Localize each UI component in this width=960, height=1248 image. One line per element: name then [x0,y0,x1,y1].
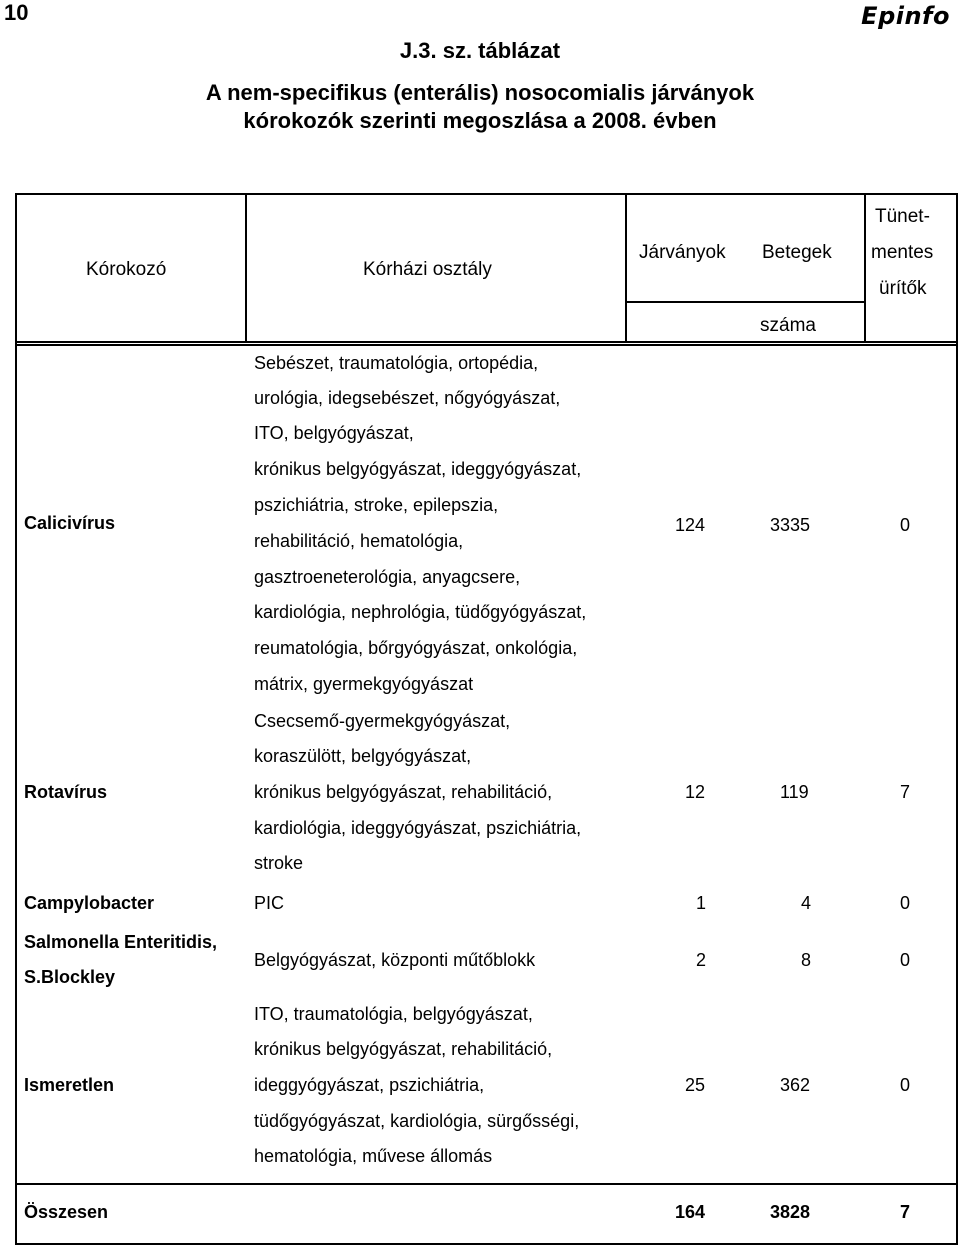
row3-dept-line: PIC [254,893,285,913]
row3-outbreaks: 1 [696,893,707,913]
row1-outbreaks: 124 [675,515,706,535]
border-top [15,193,958,195]
row4-carriers: 0 [900,950,911,970]
table-id: J.3. sz. táblázat [399,38,561,63]
row2-dept-line: krónikus belgyógyászat, rehabilitáció, [254,782,553,802]
total-outbreaks: 164 [675,1202,706,1222]
header-count-label: száma [760,315,816,336]
row4-pathogen-line1: Salmonella Enteritidis, [24,932,218,952]
col-divider-2 [625,193,627,343]
row1-patients: 3335 [770,515,811,535]
row1-pathogen: Calicivírus [24,513,116,533]
row2-dept-line: stroke [254,853,304,873]
rule-before-total [15,1183,958,1185]
row5-dept-line: ideggyógyászat, pszichiátria, [254,1075,485,1095]
table-title-line1: A nem-specifikus (enterális) nosocomialis járványok [205,80,755,105]
row1-dept-line: rehabilitáció, hematológia, [254,531,464,551]
total-label: Összesen [24,1202,109,1222]
header-carriers-2: mentes [871,242,934,263]
header-pathogen: Kórokozó [86,259,167,280]
row4-dept-line: Belgyógyászat, központi műtőblokk [254,950,536,970]
row3-carriers: 0 [900,893,911,913]
table-title-line2: kórokozók szerinti megoszlása a 2008. évben [243,108,717,133]
row1-dept-line: kardiológia, nephrológia, tüdőgyógyászat, [254,602,587,622]
row5-dept-line: krónikus belgyógyászat, rehabilitáció, [254,1039,553,1059]
row1-dept-line: reumatológia, bőrgyógyászat, onkológia, [254,638,578,658]
border-right [956,193,958,1245]
total-carriers: 7 [900,1202,911,1222]
row5-dept-line: ITO, traumatológia, belgyógyászat, [254,1004,533,1024]
header-outbreaks: Járványok [639,242,726,263]
page-number: 10 [4,0,29,25]
row1-dept-line: Sebészet, traumatológia, ortopédia, [254,353,539,373]
row2-carriers: 7 [900,782,911,802]
row2-pathogen: Rotavírus [24,782,108,802]
row3-patients: 4 [801,893,812,913]
border-bottom [15,1243,958,1245]
row1-dept-line: pszichiátria, stroke, epilepszia, [254,495,499,515]
row2-dept-line: koraszülött, belgyógyászat, [254,746,472,766]
row2-patients: 119 [780,782,809,802]
row4-patients: 8 [801,950,812,970]
header-department: Kórházi osztály [363,259,492,280]
row1-carriers: 0 [900,515,911,535]
border-left [15,193,17,1245]
total-patients: 3828 [770,1202,811,1222]
row1-dept-line: mátrix, gyermekgyógyászat [254,674,474,694]
epinfo-logo: Epinfo [861,2,950,30]
header-patients: Betegek [762,242,832,263]
row4-pathogen-line2: S.Blockley [24,967,116,987]
row3-pathogen: Campylobacter [24,893,155,913]
row1-dept-line: ITO, belgyógyászat, [254,423,414,443]
header-mid-rule [627,301,866,303]
row5-patients: 362 [780,1075,811,1095]
row2-outbreaks: 12 [685,782,706,802]
header-carriers-3: ürítők [879,278,927,299]
col-divider-3 [864,193,866,343]
row5-pathogen: Ismeretlen [24,1075,115,1095]
row1-dept-line: krónikus belgyógyászat, ideggyógyászat, [254,459,582,479]
row2-dept-line: Csecsemő-gyermekgyógyászat, [254,711,511,731]
row2-dept-line: kardiológia, ideggyógyászat, pszichiátria, [254,818,582,838]
row4-outbreaks: 2 [696,950,707,970]
col-divider-1 [245,193,247,343]
rule-after-header-gap [15,344,958,346]
row1-dept-line: gasztroeneterológia, anyagcsere, [254,567,521,587]
row5-carriers: 0 [900,1075,911,1095]
header-carriers-1: Tünet- [875,206,930,227]
row5-outbreaks: 25 [685,1075,706,1095]
data-table [15,193,958,1245]
row5-dept-line: tüdőgyógyászat, kardiológia, sürgősségi, [254,1111,580,1131]
row1-dept-line: urológia, idegsebészet, nőgyógyászat, [254,388,561,408]
header-bottom-rule [15,341,958,343]
row5-dept-line: hematológia, művese állomás [254,1146,493,1166]
